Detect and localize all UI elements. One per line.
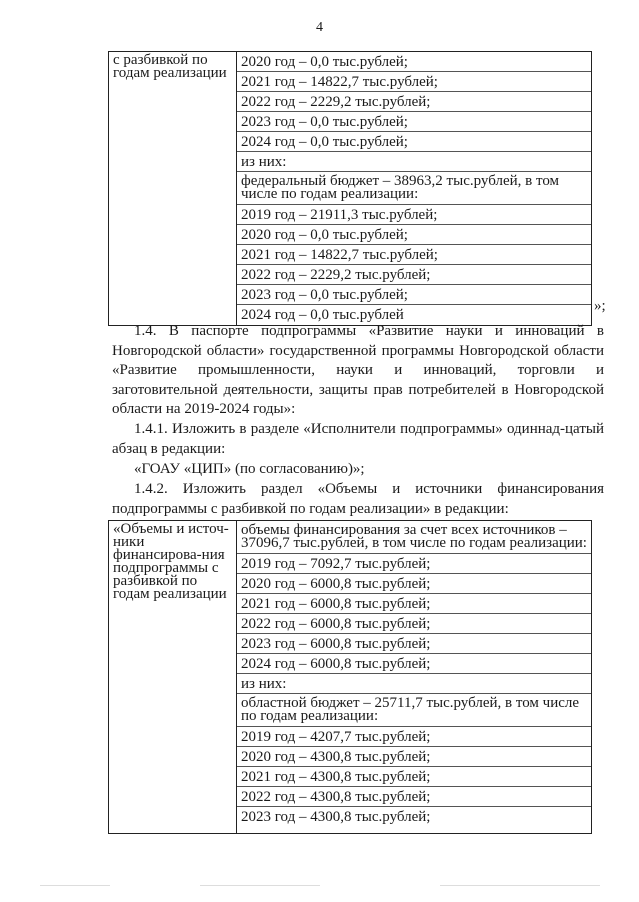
financing-table-continuation — [108, 51, 592, 326]
table2-line: 2022 год – 6000,8 тыс.рублей; — [237, 614, 591, 634]
table2-line: 2019 год – 4207,7 тыс.рублей; — [237, 727, 591, 747]
table1-left-label: с разбивкой по годам реализации — [113, 52, 227, 81]
paragraph-1-4-2 — [112, 480, 604, 519]
table1-right-cell — [237, 52, 592, 326]
table2-line: 2023 год – 6000,8 тыс.рублей; — [237, 634, 591, 654]
table1-line: 2019 год – 21911,3 тыс.рублей; — [237, 205, 591, 225]
table1-line: 2021 год – 14822,7 тыс.рублей; — [237, 245, 591, 265]
table1-line: 2021 год – 14822,7 тыс.рублей; — [237, 72, 591, 92]
paragraph-1-4-text: 1.4. В паспорте подпрограммы «Развитие науки и инноваций в Новгородской области» государственной программы Новгородской области «Развитие промышленности, науки и инноваций, торговли и заготовительной деятельности, защиты прав потребителей в Новгородской области на 2019-2024 годы»: — [112, 323, 604, 417]
paragraph-1-4-1 — [112, 420, 604, 459]
table2-line: областной бюджет – 25711,7 тыс.рублей, в том числе по годам реализации: — [237, 694, 591, 727]
table2-line: 2023 год – 4300,8 тыс.рублей; — [241, 809, 431, 825]
table1-line: федеральный бюджет – 38963,2 тыс.рублей, в том числе по годам реализации: — [237, 172, 591, 205]
table2-left-label: «Объемы и источ-ники финансирова-ния подпрограммы с разбивкой по годам реализации — [113, 521, 229, 602]
financing-table-new — [108, 520, 592, 834]
table1-line: 2020 год – 0,0 тыс.рублей; — [237, 225, 591, 245]
scan-artifact-line — [200, 885, 320, 886]
table1-line: 2022 год – 2229,2 тыс.рублей; — [237, 265, 591, 285]
paragraph-quote-text: «ГОАУ «ЦИП» (по согласованию)»; — [134, 461, 365, 477]
table2-line: 2019 год – 7092,7 тыс.рублей; — [237, 554, 591, 574]
table1-line: 2023 год – 0,0 тыс.рублей; — [237, 285, 591, 305]
scan-artifact-line — [40, 885, 110, 886]
table1-line: 2022 год – 2229,2 тыс.рублей; — [237, 92, 591, 112]
table2-line: объемы финансирования за счет всех источников – 37096,7 тыс.рублей, в том числе по годам реализации: — [237, 521, 591, 554]
paragraph-1-4 — [112, 322, 604, 420]
table1-line: из них: — [237, 152, 591, 172]
table1-left-cell — [109, 52, 237, 326]
paragraph-1-4-2-text: 1.4.2. Изложить раздел «Объемы и источники финансирования подпрограммы с разбивкой по годам реализации» в редакции: — [112, 481, 604, 517]
table2-line: 2022 год – 4300,8 тыс.рублей; — [237, 787, 591, 807]
table2-line: 2021 год – 6000,8 тыс.рублей; — [237, 594, 591, 614]
table1-line: 2020 год – 0,0 тыс.рублей; — [237, 52, 591, 72]
table2-line: 2020 год – 6000,8 тыс.рублей; — [237, 574, 591, 594]
paragraph-quote — [112, 460, 604, 480]
table2-line: 2020 год – 4300,8 тыс.рублей; — [237, 747, 591, 767]
table2-right-cell — [237, 521, 592, 834]
table2-left-cell — [109, 521, 237, 834]
table1-line: 2024 год – 0,0 тыс.рублей — [241, 307, 404, 323]
table2-line: 2024 год – 6000,8 тыс.рублей; — [237, 654, 591, 674]
paragraph-1-4-1-text: 1.4.1. Изложить в разделе «Исполнители подпрограммы» одиннад-цатый абзац в редакции: — [112, 421, 604, 457]
page-number: 4 — [316, 20, 323, 35]
table2-line: 2021 год – 4300,8 тыс.рублей; — [237, 767, 591, 787]
table1-closing-quote: »; — [594, 298, 606, 314]
table1-line: 2024 год – 0,0 тыс.рублей; — [237, 132, 591, 152]
scan-artifact-line — [440, 885, 600, 886]
table1-line: 2023 год – 0,0 тыс.рублей; — [237, 112, 591, 132]
table2-line: из них: — [237, 674, 591, 694]
